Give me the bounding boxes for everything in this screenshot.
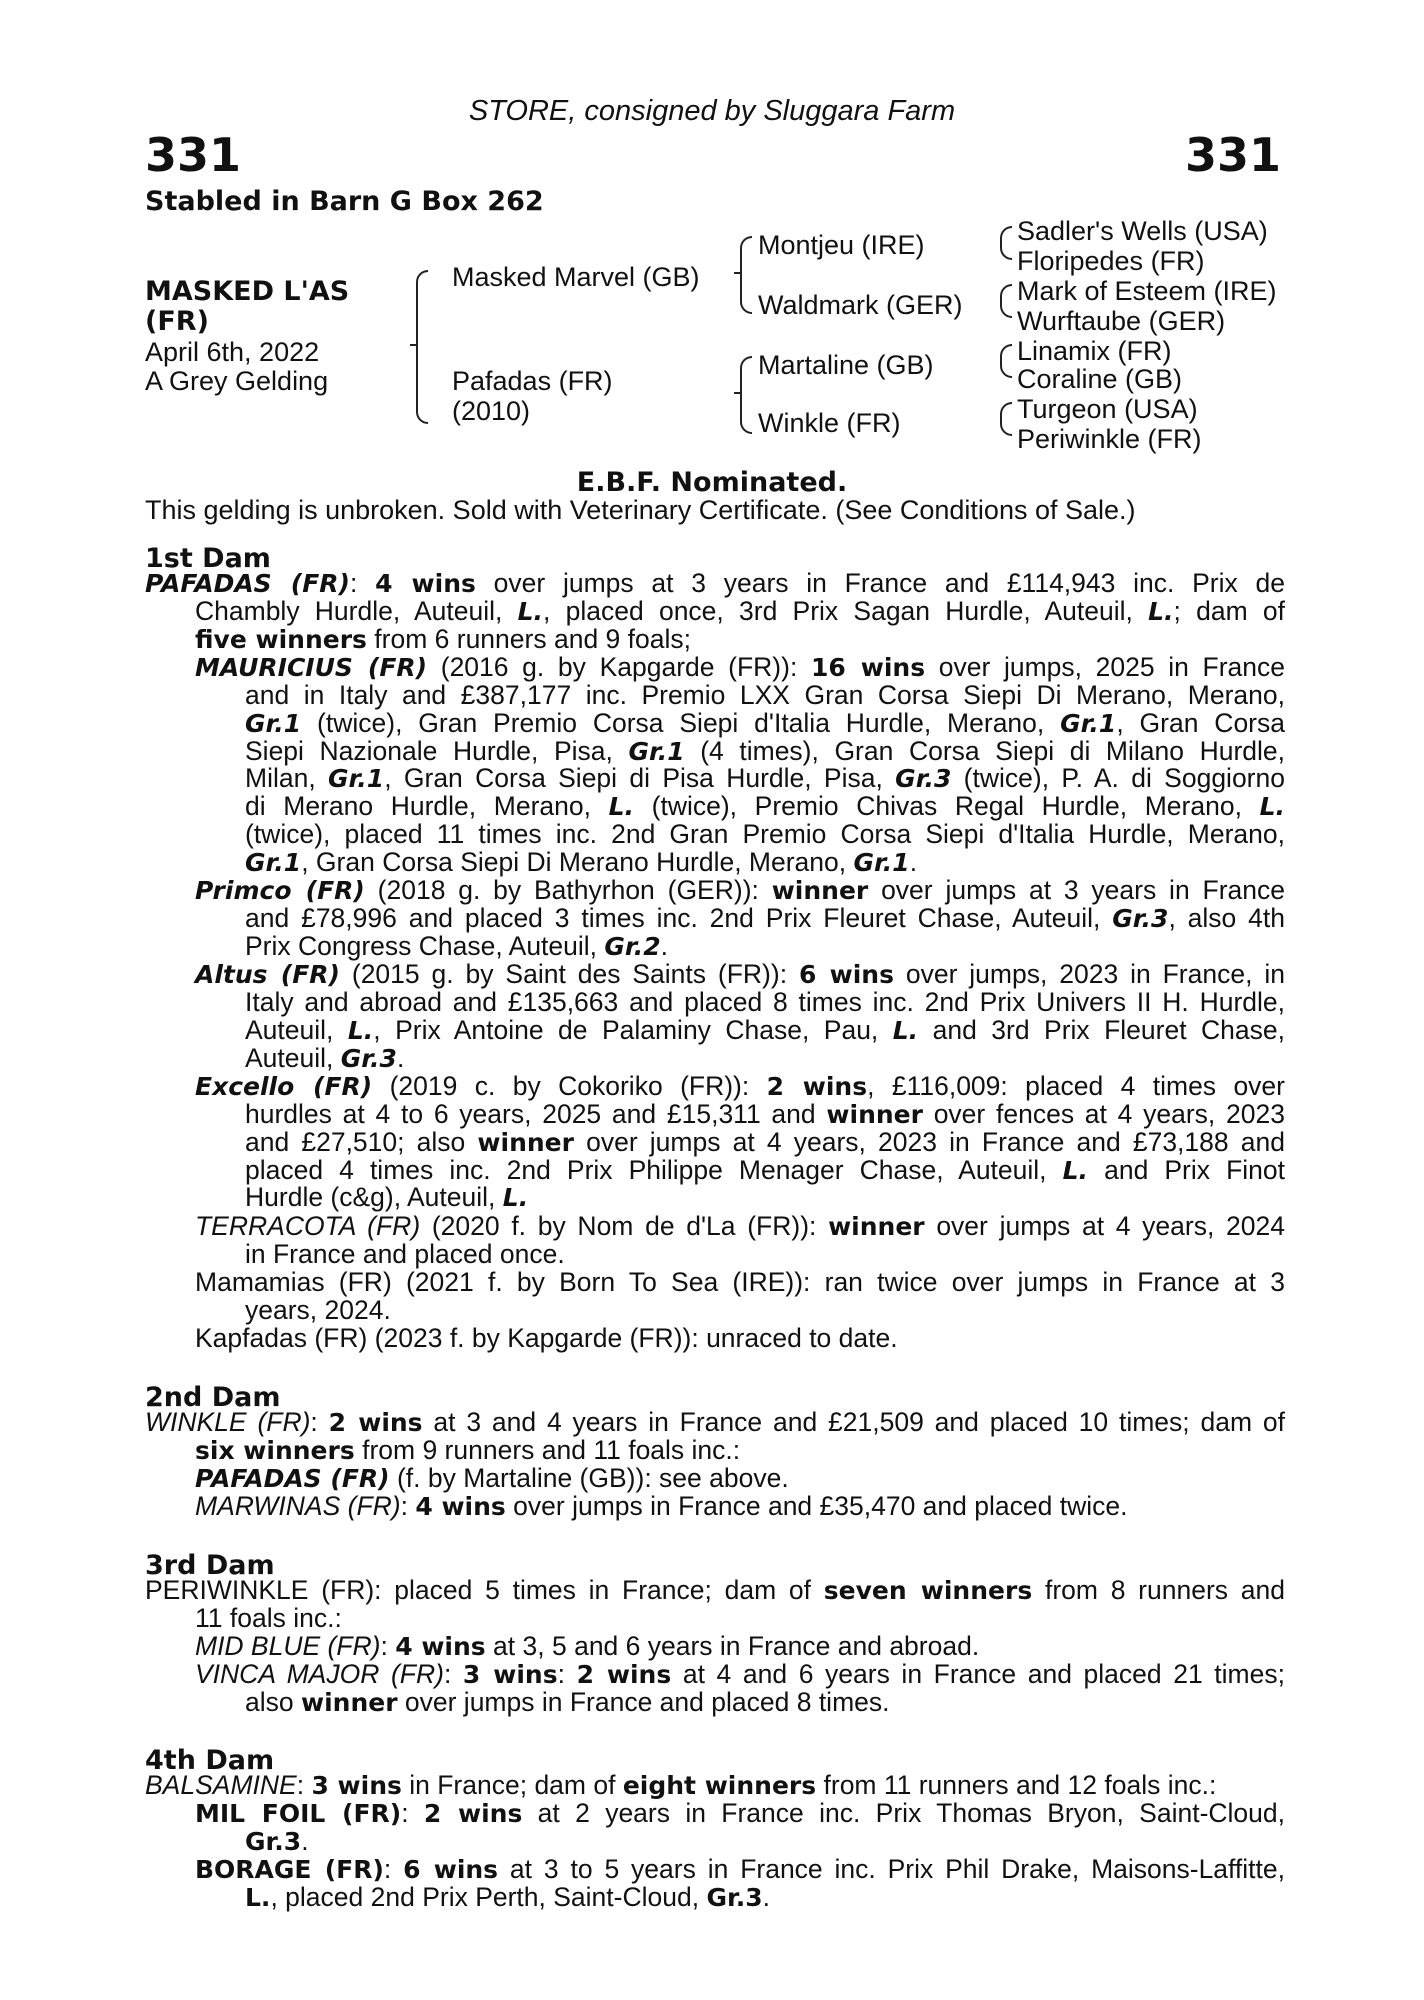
progeny-borage: BORAGE (FR): 6 wins at 3 to 5 years in France inc. Prix Phil Drake, Maisons-Laffitte, xyxy=(195,1854,1286,1884)
pedigree-dss: Linamix (FR) xyxy=(1017,336,1172,366)
pedigree-brace-main xyxy=(416,270,428,424)
pedigree-sds: Mark of Esteem (IRE) xyxy=(1017,276,1277,306)
progeny-mamamias-cont: years, 2024. xyxy=(245,1295,391,1325)
pedigree-sire: Masked Marvel (GB) xyxy=(452,262,700,292)
progeny-mauricius: MAURICIUS (FR) (2016 g. by Kapgarde (FR)): 16 wins over jumps, 2025 in France xyxy=(195,652,1286,682)
pedigree-brace-sire xyxy=(740,236,752,314)
pedigree-dam-year: (2010) xyxy=(452,396,531,426)
pedigree-brace-sd xyxy=(1000,284,1012,318)
pedigree-brace-ss xyxy=(1000,226,1012,260)
horse-description: A Grey Gelding xyxy=(145,366,329,396)
pedigree-brace-main-point xyxy=(410,344,418,346)
consignment-line: STORE, consigned by Sluggara Farm xyxy=(468,95,956,127)
pedigree-sss: Sadler's Wells (USA) xyxy=(1017,216,1268,246)
first-dam-entry-cont: Chambly Hurdle, Auteuil, L., placed once, 3rd Prix Sagan Hurdle, Auteuil, L.; dam of five winners from 6 runners and 9 foals; xyxy=(195,596,1285,654)
progeny-mil-foil: MIL FOIL (FR): 2 wins at 2 years in France inc. Prix Thomas Bryon, Saint-Cloud, xyxy=(195,1798,1285,1828)
third-dam-entry-cont2: also winner over jumps in France and placed 8 times. xyxy=(245,1687,890,1717)
progeny-kapfadas: Kapfadas (FR) (2023 f. by Kapgarde (FR)): unraced to date. xyxy=(195,1323,898,1353)
pedigree-ddd: Periwinkle (FR) xyxy=(1017,424,1202,454)
progeny-borage-cont: L., placed 2nd Prix Perth, Saint-Cloud, Gr.3. xyxy=(245,1882,771,1912)
pedigree-brace-dam xyxy=(740,356,752,434)
second-dam-entry: WINKLE (FR): 2 wins at 3 and 4 years in France and £21,509 and placed 10 times; dam of xyxy=(145,1407,1285,1437)
second-dam-entry-cont: six winners from 9 runners and 11 foals inc.: PAFADAS (FR) (f. by Martaline (GB)): see above. MARWINAS (FR): 4 wins over jumps in France and £35,470 and placed twice. xyxy=(195,1435,1128,1521)
pedigree-dam: Pafadas (FR) xyxy=(452,366,613,396)
first-dam-entry: PAFADAS (FR): 4 wins over jumps at 3 years in France and £114,943 inc. Prix de xyxy=(145,568,1285,598)
progeny-excello: Excello (FR) (2019 c. by Cokoriko (FR)): 2 wins, £116,009: placed 4 times over xyxy=(195,1071,1285,1101)
foaling-date: April 6th, 2022 xyxy=(145,337,320,367)
progeny-terracota-cont: in France and placed once. xyxy=(245,1239,565,1269)
lot-number-left: 331 xyxy=(145,128,242,182)
pedigree-brace-ds xyxy=(1000,344,1012,378)
section-third-dam: 3rd Dam xyxy=(145,1550,275,1581)
third-dam-entry: PERIWINKLE (FR): placed 5 times in France; dam of seven winners from 8 runners and xyxy=(145,1575,1286,1605)
pedigree-dsd: Coraline (GB) xyxy=(1017,364,1183,394)
pedigree-ssd: Floripedes (FR) xyxy=(1017,246,1205,276)
pedigree-dds: Turgeon (USA) xyxy=(1017,394,1198,424)
pedigree-dam-dam: Winkle (FR) xyxy=(758,408,901,438)
horse-name: MASKED L'AS xyxy=(145,276,350,307)
sale-note: This gelding is unbroken. Sold with Veterinary Certificate. (See Conditions of Sale.) xyxy=(145,495,1136,525)
pedigree-brace-sire-point xyxy=(734,272,742,274)
section-fourth-dam: 4th Dam xyxy=(145,1745,275,1776)
pedigree-sire-sire: Montjeu (IRE) xyxy=(758,230,925,260)
fourth-dam-entry: BALSAMINE: 3 wins in France; dam of eight winners from 11 runners and 12 foals inc.: xyxy=(145,1770,1217,1800)
progeny-altus-cont: Italy and abroad and £135,663 and placed 8 times inc. 2nd Prix Univers II H. Hurdle, Auteuil, L., Prix Antoine de Palaminy Chase, Pau, L. and 3rd Prix Fleuret Chase, Auteuil, Gr.3. xyxy=(245,987,1285,1073)
section-second-dam: 2nd Dam xyxy=(145,1382,281,1413)
third-dam-entry-cont: 11 foals inc.: MID BLUE (FR): 4 wins at 3, 5 and 6 years in France and abroad. VINCA MAJOR (FR): 3 wins: 2 wins at 4 and 6 years in France and placed 21 times; xyxy=(195,1603,1285,1689)
pedigree-dam-sire: Martaline (GB) xyxy=(758,350,934,380)
progeny-mamamias: Mamamias (FR) (2021 f. by Born To Sea (IRE)): ran twice over jumps in France at 3 xyxy=(195,1267,1285,1297)
progeny-primco: Primco (FR) (2018 g. by Bathyrhon (GER)): winner over jumps at 3 years in France xyxy=(195,875,1285,905)
progeny-excello-cont: hurdles at 4 to 6 years, 2025 and £15,311 and winner over fences at 4 years, 2023 and £27,510; also winner over jumps at 4 years, 2023 in France and £73,188 and placed 4 times inc. 2nd Prix Philippe Menager Chase, Auteuil, L. and Prix Finot Hurdle (c&g), Auteuil, L. xyxy=(245,1099,1285,1213)
section-first-dam: 1st Dam xyxy=(145,543,271,574)
progeny-mauricius-cont: and in Italy and £387,177 inc. Premio LXX Gran Corsa Siepi Di Merano, Merano, Gr.1 (twice), Gran Premio Corsa Siepi d'Italia Hurdle, Merano, Gr.1, Gran Corsa Siepi Nazionale Hurdle, Pisa, Gr.1 (4 times), Gran Corsa Siepi di Milano Hurdle, Milan, Gr.1, Gran Corsa Siepi di Pisa Hurdle, Pisa, Gr.3 (twice), P. A. di Soggiorno di Merano Hurdle, Merano, L. (twice), Premio Chivas Regal Hurdle, Merano, L. (twice), placed 11 times inc. 2nd Gran Premio Corsa Siepi d'Italia Hurdle, Merano, Gr.1, Gran Corsa Siepi Di Merano Hurdle, Merano, Gr.1. xyxy=(245,680,1285,877)
stabled-location: Stabled in Barn G Box 262 xyxy=(145,186,544,217)
progeny-altus: Altus (FR) (2015 g. by Saint des Saints (FR)): 6 wins over jumps, 2023 in France, in xyxy=(195,959,1285,989)
pedigree-brace-dam-point xyxy=(734,392,742,394)
pedigree-sdd: Wurftaube (GER) xyxy=(1017,306,1226,336)
progeny-terracota: TERRACOTA (FR) (2020 f. by Nom de d'La (FR)): winner over jumps at 4 years, 2024 xyxy=(195,1211,1285,1241)
progeny-primco-cont: and £78,996 and placed 3 times inc. 2nd Prix Fleuret Chase, Auteuil, Gr.3, also 4th Prix Congress Chase, Auteuil, Gr.2. xyxy=(245,903,1285,961)
progeny-mil-foil-cont: Gr.3. xyxy=(245,1826,309,1856)
ebf-nominated: E.B.F. Nominated. xyxy=(576,467,848,498)
pedigree-brace-dd xyxy=(1000,402,1012,436)
lot-number-right: 331 xyxy=(1184,128,1281,182)
pedigree-sire-dam: Waldmark (GER) xyxy=(758,290,963,320)
horse-name-country: (FR) xyxy=(145,306,209,337)
